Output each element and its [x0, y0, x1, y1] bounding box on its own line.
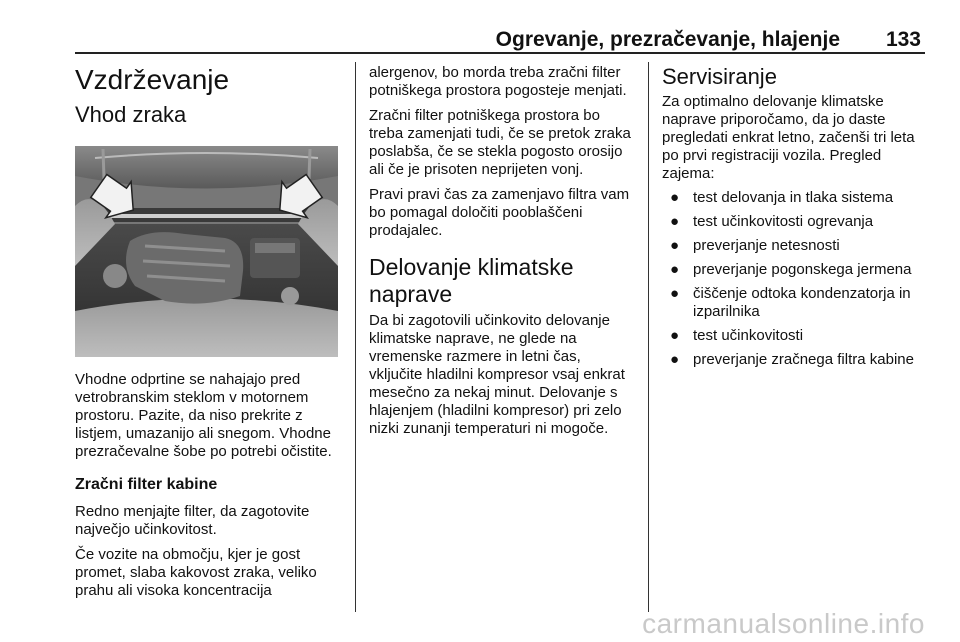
bullet-icon: ●	[670, 213, 680, 230]
page-number: 133	[885, 28, 921, 51]
column-divider-2	[648, 62, 649, 612]
filter-heading: Zračni filter kabine	[75, 476, 218, 493]
paragraph-ac-operation: Da bi zagotovili učinkovito delovanje klimatske naprave, ne glede na vremenske razmere in letni čas, vključite hladilni kompresor vsaj enkrat mesečno za nekaj minut. Delovanje s hlajenjem (hladilni kompresor) pri zelo nizki zunanji temperaturi ni mogoče.	[369, 312, 625, 437]
inspection-list	[662, 189, 932, 369]
bullet-icon: ●	[670, 261, 680, 278]
bullet-icon: ●	[670, 327, 680, 344]
paragraph-service-intro: Za optimalno delovanje klimatske naprave priporočamo, da jo daste pregledati enkrat letno, začenši tri leta po prvi registraciji vozila. Pregled zajema:	[662, 93, 915, 182]
list-item: ● test učinkovitosti ogrevanja	[670, 213, 874, 230]
column-left	[75, 60, 345, 600]
bullet-icon: ●	[670, 237, 680, 254]
bullet-icon: ●	[670, 189, 680, 206]
column-middle	[369, 64, 637, 438]
page-header	[75, 28, 925, 54]
header-rule	[75, 52, 925, 54]
subsection-heading: Vhod zraka	[75, 102, 187, 127]
bullet-icon: ●	[670, 285, 680, 302]
list-item: ● preverjanje netesnosti	[670, 237, 840, 254]
paragraph-filter-traffic: Če vozite na območju, kjer je gost promet, slaba kakovost zraka, veliko prahu ali visoka koncentracija	[75, 546, 317, 599]
list-item: ● preverjanje zračnega filtra kabine	[670, 351, 914, 368]
service-heading: Servisiranje	[662, 64, 777, 89]
paragraph-filter-replace: Redno menjajte filter, da zagotovite največjo učinkovitost.	[75, 503, 310, 538]
ac-operation-heading: Delovanje klimatske naprave	[369, 254, 574, 307]
column-right	[662, 64, 932, 375]
engine-bay-photo	[75, 146, 338, 357]
paragraph-filter-change: Zračni filter potniškega prostora bo treba zamenjati tudi, če se pretok zraka poslabša, če se stekla pogosto orosijo ali če je prisoten neprijeten vonj.	[369, 107, 631, 178]
list-item: ● test učinkovitosti	[670, 327, 804, 344]
watermark: carmanualsonline.info	[642, 608, 925, 639]
paragraph-allergens: alergenov, bo morda treba zračni filter potniškega prostora pogosteje menjati.	[369, 64, 627, 99]
list-item: ● čiščenje odtoka kondenzatorja in izparilnika	[670, 285, 911, 320]
header-title: Ogrevanje, prezračevanje, hlajenje	[495, 28, 840, 51]
list-item: ● preverjanje pogonskega jermena	[670, 261, 912, 278]
paragraph-air-intake: Vhodne odprtine se nahajajo pred vetrobranskim steklom v motornem prostoru. Pazite, da niso prekrite z listjem, umazanijo ali snegom. Vhodne prezračevalne šobe po potrebi očistite.	[75, 371, 332, 460]
paragraph-dealer: Pravi pravi čas za zamenjavo filtra vam bo pomagal določiti pooblaščeni prodajalec.	[369, 186, 630, 239]
column-divider-1	[355, 62, 356, 612]
bullet-icon: ●	[670, 351, 680, 368]
list-item: ● test delovanja in tlaka sistema	[670, 189, 894, 206]
section-heading: Vzdrževanje	[75, 64, 230, 95]
